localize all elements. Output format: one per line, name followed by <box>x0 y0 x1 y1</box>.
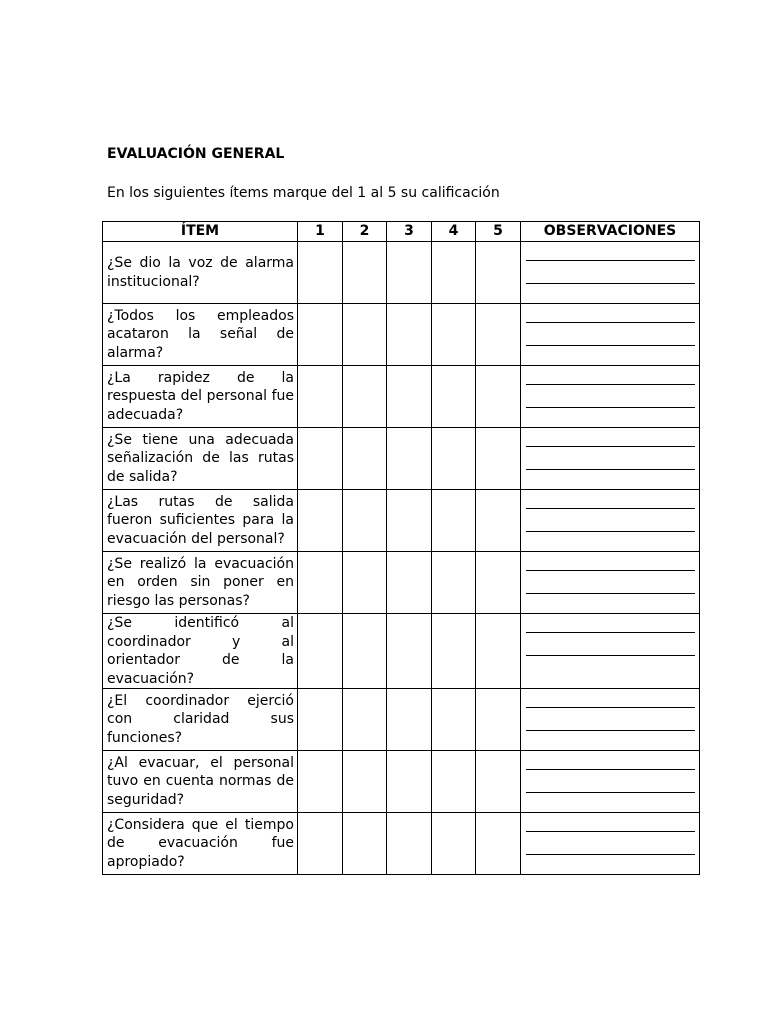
observation-line[interactable] <box>526 570 695 571</box>
score-cell-1[interactable] <box>298 428 343 490</box>
score-cell-2[interactable] <box>343 813 387 875</box>
item-question: ¿Las rutas de salida fueron suficientes para la evacuación del personal? <box>107 493 294 547</box>
table-body <box>103 242 700 875</box>
table-row <box>103 813 700 875</box>
observation-line[interactable] <box>526 730 695 731</box>
header-item: ÍTEM <box>103 222 298 242</box>
header-score-3: 3 <box>387 222 432 242</box>
table-row <box>103 242 700 304</box>
observation-line[interactable] <box>526 593 695 594</box>
score-cell-3[interactable] <box>387 614 432 689</box>
observation-line[interactable] <box>526 345 695 346</box>
score-cell-4[interactable] <box>432 304 476 366</box>
item-question: ¿Se tiene una adecuada señalización de las rutas de salida? <box>107 431 294 485</box>
score-cell-2[interactable] <box>343 304 387 366</box>
observation-line[interactable] <box>526 407 695 408</box>
score-cell-4[interactable] <box>432 552 476 614</box>
score-cell-4[interactable] <box>432 366 476 428</box>
observation-line[interactable] <box>526 260 695 261</box>
score-cell-4[interactable] <box>432 490 476 552</box>
score-cell-3[interactable] <box>387 428 432 490</box>
score-cell-3[interactable] <box>387 490 432 552</box>
score-cell-2[interactable] <box>343 366 387 428</box>
observation-line[interactable] <box>526 322 695 323</box>
observation-line[interactable] <box>526 792 695 793</box>
item-cell <box>103 366 298 428</box>
header-score-2: 2 <box>343 222 387 242</box>
observation-line[interactable] <box>526 446 695 447</box>
score-cell-3[interactable] <box>387 366 432 428</box>
item-question: ¿Se identificó al coordinador y al orientador de la evacuación? <box>107 615 294 687</box>
item-cell <box>103 751 298 813</box>
score-cell-4[interactable] <box>432 689 476 751</box>
table-row <box>103 490 700 552</box>
observation-line[interactable] <box>526 469 695 470</box>
observations-cell[interactable] <box>521 304 700 366</box>
page-title: EVALUACIÓN GENERAL <box>107 146 285 162</box>
score-cell-2[interactable] <box>343 242 387 304</box>
item-cell <box>103 428 298 490</box>
score-cell-1[interactable] <box>298 490 343 552</box>
score-cell-5[interactable] <box>476 552 521 614</box>
score-cell-4[interactable] <box>432 813 476 875</box>
observation-line[interactable] <box>526 831 695 832</box>
item-question: ¿Al evacuar, el personal tuvo en cuenta normas de seguridad? <box>107 754 294 808</box>
observation-line[interactable] <box>526 854 695 855</box>
score-cell-5[interactable] <box>476 242 521 304</box>
item-cell <box>103 304 298 366</box>
score-cell-4[interactable] <box>432 751 476 813</box>
item-question: ¿El coordinador ejerció con claridad sus funciones? <box>107 692 294 746</box>
table-row <box>103 552 700 614</box>
observations-cell[interactable] <box>521 614 700 689</box>
evaluation-table <box>102 221 700 875</box>
score-cell-5[interactable] <box>476 689 521 751</box>
observations-cell[interactable] <box>521 689 700 751</box>
score-cell-1[interactable] <box>298 366 343 428</box>
score-cell-2[interactable] <box>343 751 387 813</box>
header-score-1: 1 <box>298 222 343 242</box>
score-cell-4[interactable] <box>432 242 476 304</box>
observation-line[interactable] <box>526 384 695 385</box>
observation-line[interactable] <box>526 531 695 532</box>
item-cell <box>103 614 298 689</box>
header-score-5: 5 <box>476 222 521 242</box>
score-cell-5[interactable] <box>476 813 521 875</box>
table-row <box>103 689 700 751</box>
score-cell-1[interactable] <box>298 304 343 366</box>
score-cell-1[interactable] <box>298 813 343 875</box>
instructions-text: En los siguientes ítems marque del 1 al 5 su calificación <box>107 185 500 201</box>
item-question: ¿Considera que el tiempo de evacuación fue apropiado? <box>107 816 294 870</box>
table-row <box>103 751 700 813</box>
score-cell-3[interactable] <box>387 552 432 614</box>
observations-cell[interactable] <box>521 366 700 428</box>
observation-line[interactable] <box>526 769 695 770</box>
item-question: ¿Se dio la voz de alarma institucional? <box>107 255 294 290</box>
observation-line[interactable] <box>526 508 695 509</box>
item-question: ¿Se realizó la evacuación en orden sin poner en riesgo las personas? <box>107 555 294 609</box>
observation-line[interactable] <box>526 632 695 633</box>
item-question: ¿La rapidez de la respuesta del personal fue adecuada? <box>107 369 294 423</box>
score-cell-4[interactable] <box>432 614 476 689</box>
score-cell-3[interactable] <box>387 813 432 875</box>
observation-line[interactable] <box>526 707 695 708</box>
score-cell-2[interactable] <box>343 552 387 614</box>
score-cell-5[interactable] <box>476 428 521 490</box>
table-row <box>103 366 700 428</box>
score-cell-2[interactable] <box>343 428 387 490</box>
table-header-row <box>103 222 700 242</box>
score-cell-5[interactable] <box>476 490 521 552</box>
score-cell-5[interactable] <box>476 751 521 813</box>
table-row <box>103 428 700 490</box>
score-cell-3[interactable] <box>387 751 432 813</box>
score-cell-1[interactable] <box>298 614 343 689</box>
score-cell-2[interactable] <box>343 490 387 552</box>
observations-cell[interactable] <box>521 428 700 490</box>
item-cell <box>103 813 298 875</box>
observations-cell[interactable] <box>521 751 700 813</box>
observations-cell[interactable] <box>521 242 700 304</box>
score-cell-4[interactable] <box>432 428 476 490</box>
score-cell-1[interactable] <box>298 689 343 751</box>
score-cell-1[interactable] <box>298 751 343 813</box>
score-cell-5[interactable] <box>476 304 521 366</box>
table-row <box>103 614 700 689</box>
item-question: ¿Todos los empleados acataron la señal de alarma? <box>107 307 294 361</box>
item-cell <box>103 242 298 304</box>
score-cell-1[interactable] <box>298 242 343 304</box>
observation-line[interactable] <box>526 655 695 656</box>
item-cell <box>103 552 298 614</box>
item-cell <box>103 689 298 751</box>
observation-line[interactable] <box>526 283 695 284</box>
header-observations: OBSERVACIONES <box>521 222 700 242</box>
table-row <box>103 304 700 366</box>
score-cell-5[interactable] <box>476 614 521 689</box>
score-cell-3[interactable] <box>387 242 432 304</box>
observations-cell[interactable] <box>521 490 700 552</box>
score-cell-3[interactable] <box>387 689 432 751</box>
score-cell-5[interactable] <box>476 366 521 428</box>
observations-cell[interactable] <box>521 813 700 875</box>
item-cell <box>103 490 298 552</box>
score-cell-1[interactable] <box>298 552 343 614</box>
header-score-4: 4 <box>432 222 476 242</box>
score-cell-2[interactable] <box>343 689 387 751</box>
observations-cell[interactable] <box>521 552 700 614</box>
score-cell-3[interactable] <box>387 304 432 366</box>
score-cell-2[interactable] <box>343 614 387 689</box>
